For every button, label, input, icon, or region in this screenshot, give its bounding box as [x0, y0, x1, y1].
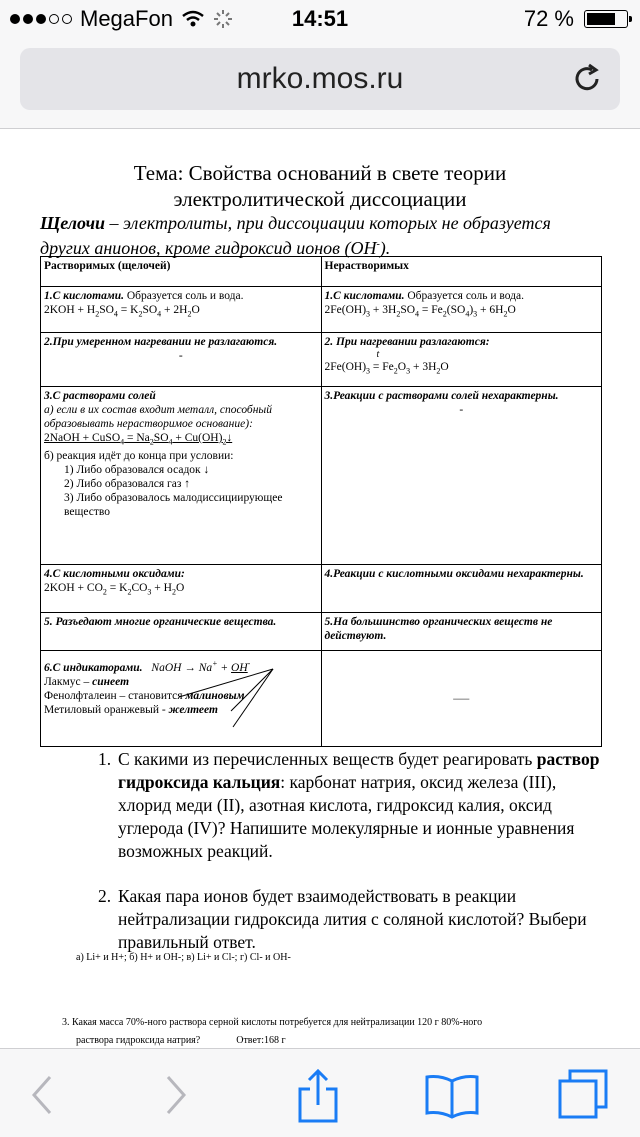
- page-title: Тема: Свойства оснований в свете теории электролитической диссоциации: [133, 161, 507, 211]
- table-row: [41, 387, 602, 565]
- table-row: [41, 651, 602, 747]
- question-2: 2. Какая пара ионов будет взаимодействовать в реакции нейтрализации гидроксида лития с соляной кислотой? Выбери правильный ответ.: [98, 886, 587, 952]
- carrier-name: MegaFon: [80, 6, 173, 31]
- row3-right: 3.Реакции с растворами солей нехарактерны. -: [321, 387, 602, 565]
- document-page: [0, 130, 640, 1050]
- equation: $2Fe(OH)_3 + 3H_2SO_4 = Fe_2(SO_4)_3 + 6H_2O$: [324, 304, 516, 319]
- row4-right: 4.Реакции с кислотными оксидами нехарактерны.: [321, 565, 602, 613]
- reload-icon[interactable]: [570, 62, 604, 96]
- row5-right: 5.На большинство органических веществ не действуют.: [321, 613, 602, 651]
- header-insoluble: Нерастворимых: [321, 257, 602, 287]
- status-bar: [0, 0, 640, 40]
- address-bar[interactable]: [20, 48, 620, 110]
- browser-header: [0, 40, 640, 129]
- battery-group: [524, 6, 628, 32]
- question-3-cont: раствора гидроксида натрия? Ответ:168 г: [76, 1035, 286, 1046]
- table-row: [41, 333, 602, 387]
- properties-table: [40, 256, 602, 747]
- indicator-arrows: [141, 667, 281, 737]
- question-1: 1. С какими из перечисленных веществ будет реагировать раствор гидроксида кальция: карбонат натрия, оксид железа (III), хлорид меди (II), азотная кислота, гидроксид калия, оксид углерода (IV)? Напишите молекулярные и ионные уравнения возможных реакций.: [98, 749, 600, 861]
- question-2-options: а) Li+ и H+; б) H+ и OH-; в) Li+ и Cl-; г) Cl- и OH-: [76, 952, 291, 963]
- clock: 14:51: [291, 6, 349, 31]
- table-row: [41, 613, 602, 651]
- equation: $2Fe(OH)_3 = Fe_2O_3 + 3H_2O$: [324, 361, 449, 376]
- row1-right: 1.С кислотами. Образуется соль и вода. $2Fe(OH)_3 + 3H_2SO_4 = Fe_2(SO_4)_3 + 6H_2O$: [321, 287, 602, 333]
- url-text[interactable]: mrko.mos.ru: [236, 62, 404, 95]
- row6-right: —: [321, 651, 602, 747]
- question-3: 3. Какая масса 70%-ного раствора серной кислоты потребуется для нейтрализации 120 г 80%-ного: [62, 1017, 483, 1028]
- row2-right: 2. При нагревании разлагаются: t $2Fe(OH)_3 = Fe_2O_3 + 3H_2O$: [321, 333, 602, 387]
- header-soluble: Растворимых (щелочей): [41, 257, 322, 287]
- row2-left: 2.При умеренном нагревании не разлагаются. -: [41, 333, 322, 387]
- table-row: [41, 565, 602, 613]
- row6-left: 6.С индикаторами. NaOH → Na+ + OH- Лакмус – синеет Фенолфталеин – становится малиновым Метиловый оранжевый - желтеет: [41, 651, 322, 747]
- battery-icon: [584, 10, 628, 28]
- equation: 2NaOH + CuSO$_4$ = $Na_2SO_4$ + $Cu(OH)_2↓$: [44, 432, 233, 447]
- back-icon[interactable]: [16, 1067, 72, 1123]
- row4-left: 4.С кислотными оксидами: $2KOH + CO_2 = K_2CO_3 + H_2O$: [41, 565, 322, 613]
- equation: $2KOH + CO_2 = K_2CO_3 + H_2O$: [44, 582, 185, 597]
- row5-left: 5. Разъедают многие органические вещества.: [41, 613, 322, 651]
- forward-icon[interactable]: [146, 1067, 202, 1123]
- bookmarks-icon[interactable]: [424, 1067, 480, 1123]
- share-icon[interactable]: [290, 1067, 346, 1123]
- intro-paragraph: Щелочи – электролиты, при диссоциации которых не образуется других анионов, кроме гидроксид ионов (OH-).: [40, 213, 551, 258]
- equation: $2KOH + H_2SO_4 = K_2SO_4 + 2H_2O$: [44, 304, 200, 319]
- battery-percent: 72 %: [523, 6, 574, 31]
- intro-term: Щелочи: [40, 213, 106, 233]
- table-row: [41, 287, 602, 333]
- tabs-icon[interactable]: [556, 1067, 612, 1123]
- row1-left: 1.С кислотами. Образуется соль и вода. $2KOH + H_2SO_4 = K_2SO_4 + 2H_2O$: [41, 287, 322, 333]
- browser-toolbar: [0, 1048, 640, 1137]
- row3-left: 3.С растворами солей а) если в их состав входит металл, способный образовывать нерастворимое основание): 2NaOH + CuSO$_4$ = $Na_2SO_4$ + $Cu(OH)_2↓$ б) реакция идёт до конца при условии: 1) Либо образовался осадок ↓ 2) Либо образовался газ ↑ 3) Либо образовалось малодиссициирующее вещество: [41, 387, 322, 565]
- table-header-row: [41, 257, 602, 287]
